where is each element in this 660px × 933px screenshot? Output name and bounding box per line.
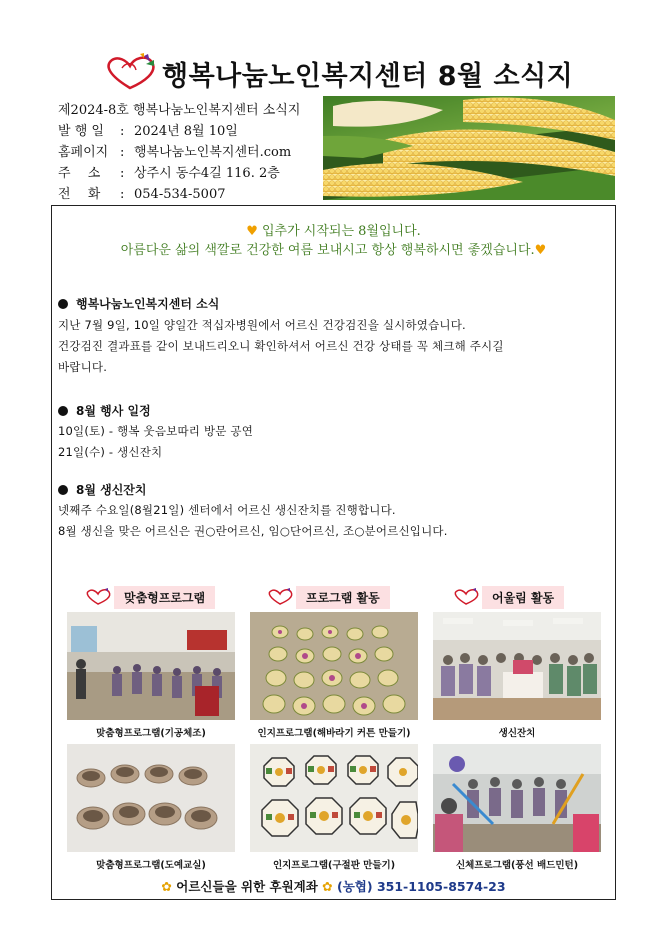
section-body-line: 바랍니다. (58, 360, 108, 374)
photo-caption: 인지프로그램(구절판 만들기) (272, 860, 396, 871)
heart-icon: ♥ (246, 224, 258, 239)
photo-sunflower-curtain (250, 612, 418, 720)
section-body-line: 건강검진 결과표를 같이 보내드리오니 확인하셔서 어르신 건강 상태를 꼭 체크해 주시길 (58, 339, 504, 353)
phone-number: 054-534-5007 (134, 187, 226, 202)
section-title-birthday (58, 481, 147, 498)
corn-photo (323, 96, 615, 200)
photo-caption: 맞춤형프로그램(기공체조) (96, 728, 206, 739)
section-body-line: 넷째주 수요일(8월21일) 센터에서 어르신 생신잔치를 진행합니다. (58, 503, 396, 517)
info-separator: : (120, 166, 125, 181)
section-title-center-news (58, 295, 219, 312)
heart-logo-icon (452, 588, 480, 606)
bullet-icon (58, 299, 68, 309)
photo-caption: 신체프로그램(풍선 배드민턴) (455, 860, 579, 871)
photo-caption: 인지프로그램(해바라기 커튼 만들기) (257, 728, 411, 739)
info-key: 홈페이지 (58, 145, 109, 160)
info-separator: : (120, 187, 125, 202)
info-row-date (58, 121, 300, 142)
info-key: 발 행 일 (58, 124, 104, 139)
tag-label: 프로그램 활동 (296, 586, 390, 609)
section-title-text: 행복나눔노인복지센터 소식 (76, 297, 220, 311)
greeting-line-1 (52, 220, 615, 239)
publish-date: 2024년 8월 10일 (134, 124, 238, 139)
info-row-homepage (58, 142, 300, 163)
photo-caption: 맞춤형프로그램(도예교실) (96, 860, 206, 871)
tag-custom-program (84, 586, 215, 608)
tag-label: 어울림 활동 (482, 586, 564, 609)
heart-logo-icon (266, 588, 294, 606)
heart-icon: ♥ (534, 243, 547, 258)
bullet-icon (58, 406, 68, 416)
bullet-icon (58, 485, 68, 495)
page-title: 행복나눔노인복지센터 8월 소식지 (162, 61, 574, 92)
info-separator: : (120, 124, 125, 139)
photo-gujeolpan-making (250, 744, 418, 852)
tag-program-activity (266, 586, 390, 608)
info-row-phone (58, 184, 300, 205)
issue-number: 제2024-8호 행복나눔노인복지센터 소식지 (58, 103, 301, 118)
info-key: 전 화 (58, 187, 101, 202)
section-title-events (58, 402, 151, 419)
section-body-line: 8월 생신을 맞은 어르신은 권○란어르신, 임○단어르신, 조○분어르신입니다. (58, 524, 448, 538)
section-body-line: 10일(토) - 행복 웃음보따리 방문 공연 (58, 424, 254, 438)
greeting-text-2: 아름다운 삶의 색깔로 건강한 여름 보내시고 항상 행복하시면 좋겠습니다. (120, 243, 535, 258)
account-label: 어르신들을 위한 후원계좌 (176, 879, 318, 894)
photo-caption: 생신잔치 (498, 728, 536, 739)
greeting-text-1: 입추가 시작되는 8월입니다. (261, 224, 421, 239)
donation-account (52, 877, 615, 895)
homepage-link[interactable]: 행복나눔노인복지센터.com (134, 145, 292, 160)
heart-logo-icon (100, 52, 160, 92)
section-body-line: 21일(수) - 생신잔치 (58, 445, 163, 459)
photo-pottery-class (67, 744, 235, 852)
photo-birthday-party (433, 612, 601, 720)
address: 상주시 동수4길 116. 2층 (134, 166, 280, 181)
heart-logo-icon (84, 588, 112, 606)
section-body-line: 지난 7월 9일, 10일 양일간 적십자병원에서 어르신 건강검진을 실시하였습니다. (58, 318, 466, 332)
newsletter-info (58, 100, 300, 205)
photo-balloon-badminton (433, 744, 601, 852)
tag-label: 맞춤형프로그램 (114, 586, 215, 609)
info-row-address (58, 163, 300, 184)
bank-name: (농협) (337, 879, 373, 894)
photo-qigong-exercise (67, 612, 235, 720)
info-separator: : (120, 145, 125, 160)
account-number: 351-1105-8574-23 (376, 879, 506, 894)
section-title-text: 8월 생신잔치 (76, 483, 147, 497)
greeting-line-2 (52, 239, 615, 258)
section-title-text: 8월 행사 일정 (76, 404, 151, 418)
info-key: 주 소 (58, 166, 101, 181)
flower-icon: ✿ (161, 879, 172, 894)
content-frame (51, 205, 616, 900)
tag-harmony-activity (452, 586, 564, 608)
flower-icon: ✿ (322, 879, 333, 894)
